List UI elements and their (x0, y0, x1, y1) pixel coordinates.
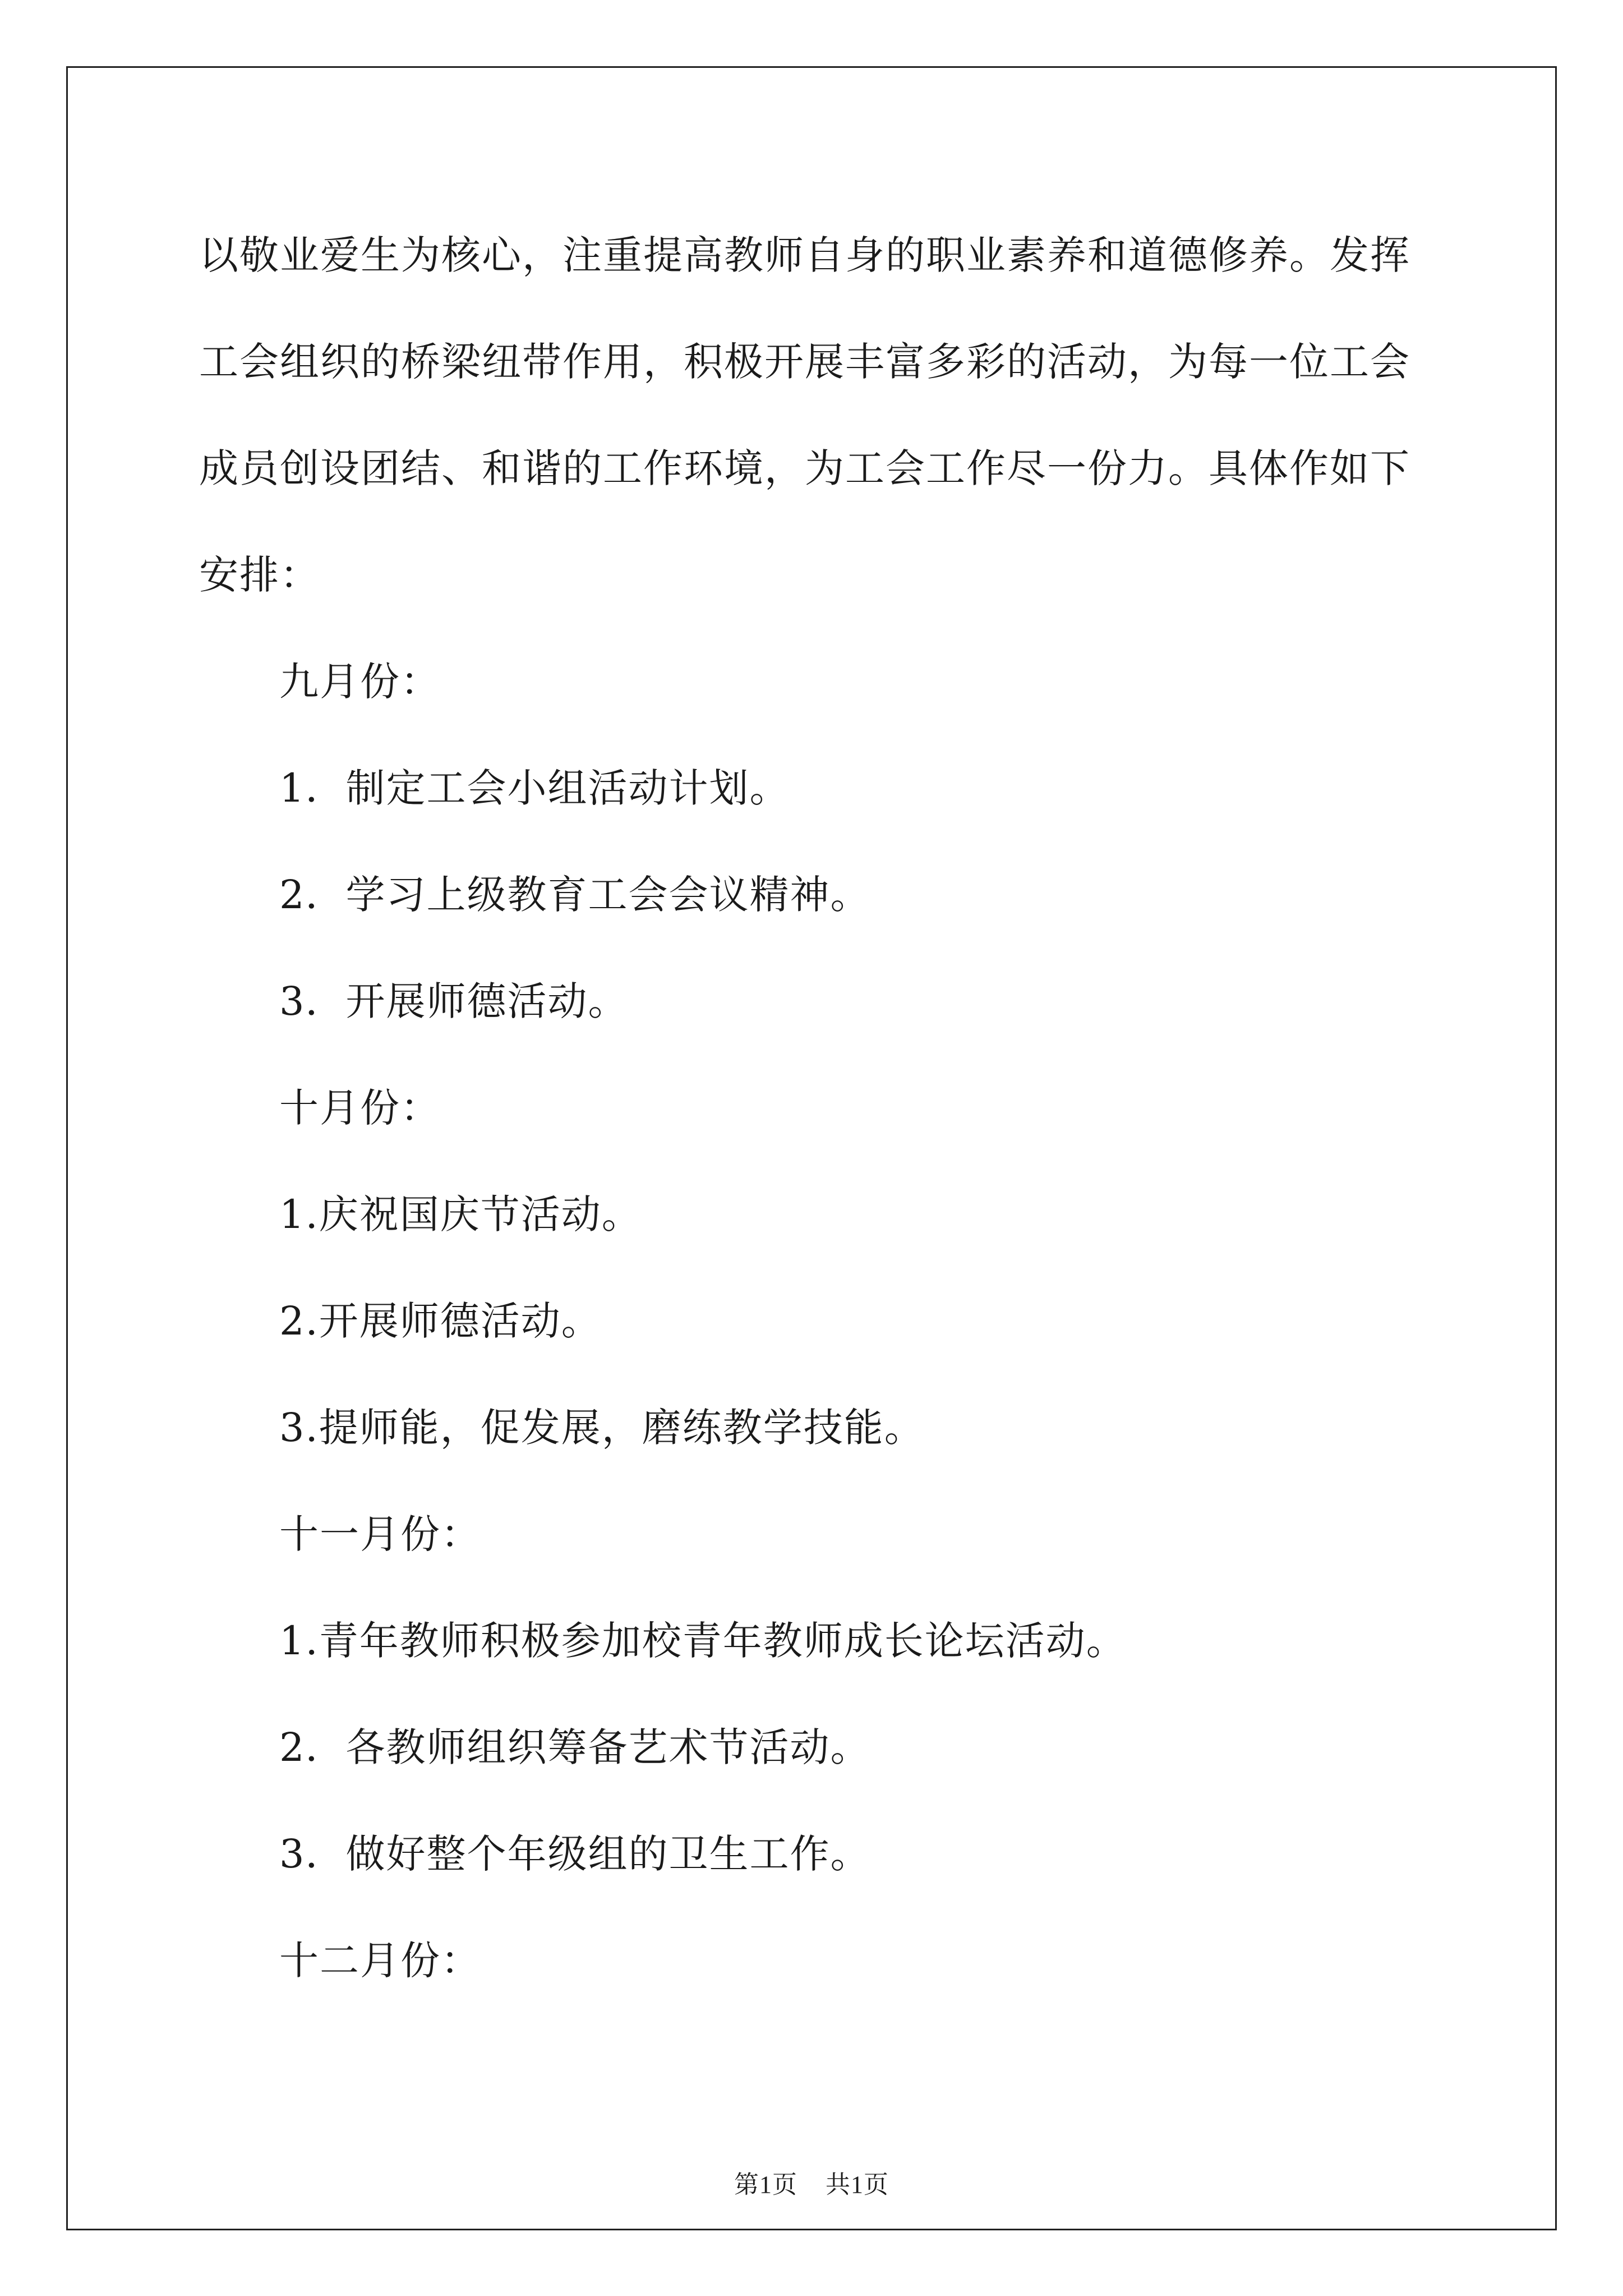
list-item: 3．开展师德活动。 (279, 978, 629, 1024)
intro-line: 工会组织的桥梁纽带作用，积极开展丰富多彩的活动，为每一位工会 (199, 339, 1410, 385)
list-item: 2．各教师组织筹备艺术节活动。 (279, 1724, 871, 1770)
document-body (199, 202, 1433, 2014)
list-item: 2.开展师德活动。 (279, 1298, 602, 1344)
list-item: 1．制定工会小组活动计划。 (279, 765, 790, 811)
section-heading-november: 十一月份： (279, 1511, 481, 1557)
list-item: 3.提师能，促发展，磨练教学技能。 (279, 1405, 925, 1451)
page-total: 共1页 (826, 2171, 889, 2198)
page-footer (0, 2164, 1623, 2200)
section-heading-september: 九月份： (279, 659, 441, 705)
section-heading-december: 十二月份： (279, 1938, 481, 1984)
section-heading-october: 十月份： (279, 1085, 441, 1131)
page-number: 第1页 (734, 2171, 797, 2198)
list-item: 2．学习上级教育工会会议精神。 (279, 872, 871, 918)
list-item: 3．做好整个年级组的卫生工作。 (279, 1831, 871, 1877)
list-item: 1.青年教师积极参加校青年教师成长论坛活动。 (279, 1618, 1127, 1664)
intro-line: 成员创设团结、和谐的工作环境，为工会工作尽一份力。具体作如下 (199, 445, 1410, 491)
intro-line: 以敬业爱生为核心，注重提高教师自身的职业素养和道德修养。发挥 (199, 232, 1410, 278)
intro-line: 安排： (199, 552, 320, 598)
list-item: 1.庆祝国庆节活动。 (279, 1191, 642, 1237)
